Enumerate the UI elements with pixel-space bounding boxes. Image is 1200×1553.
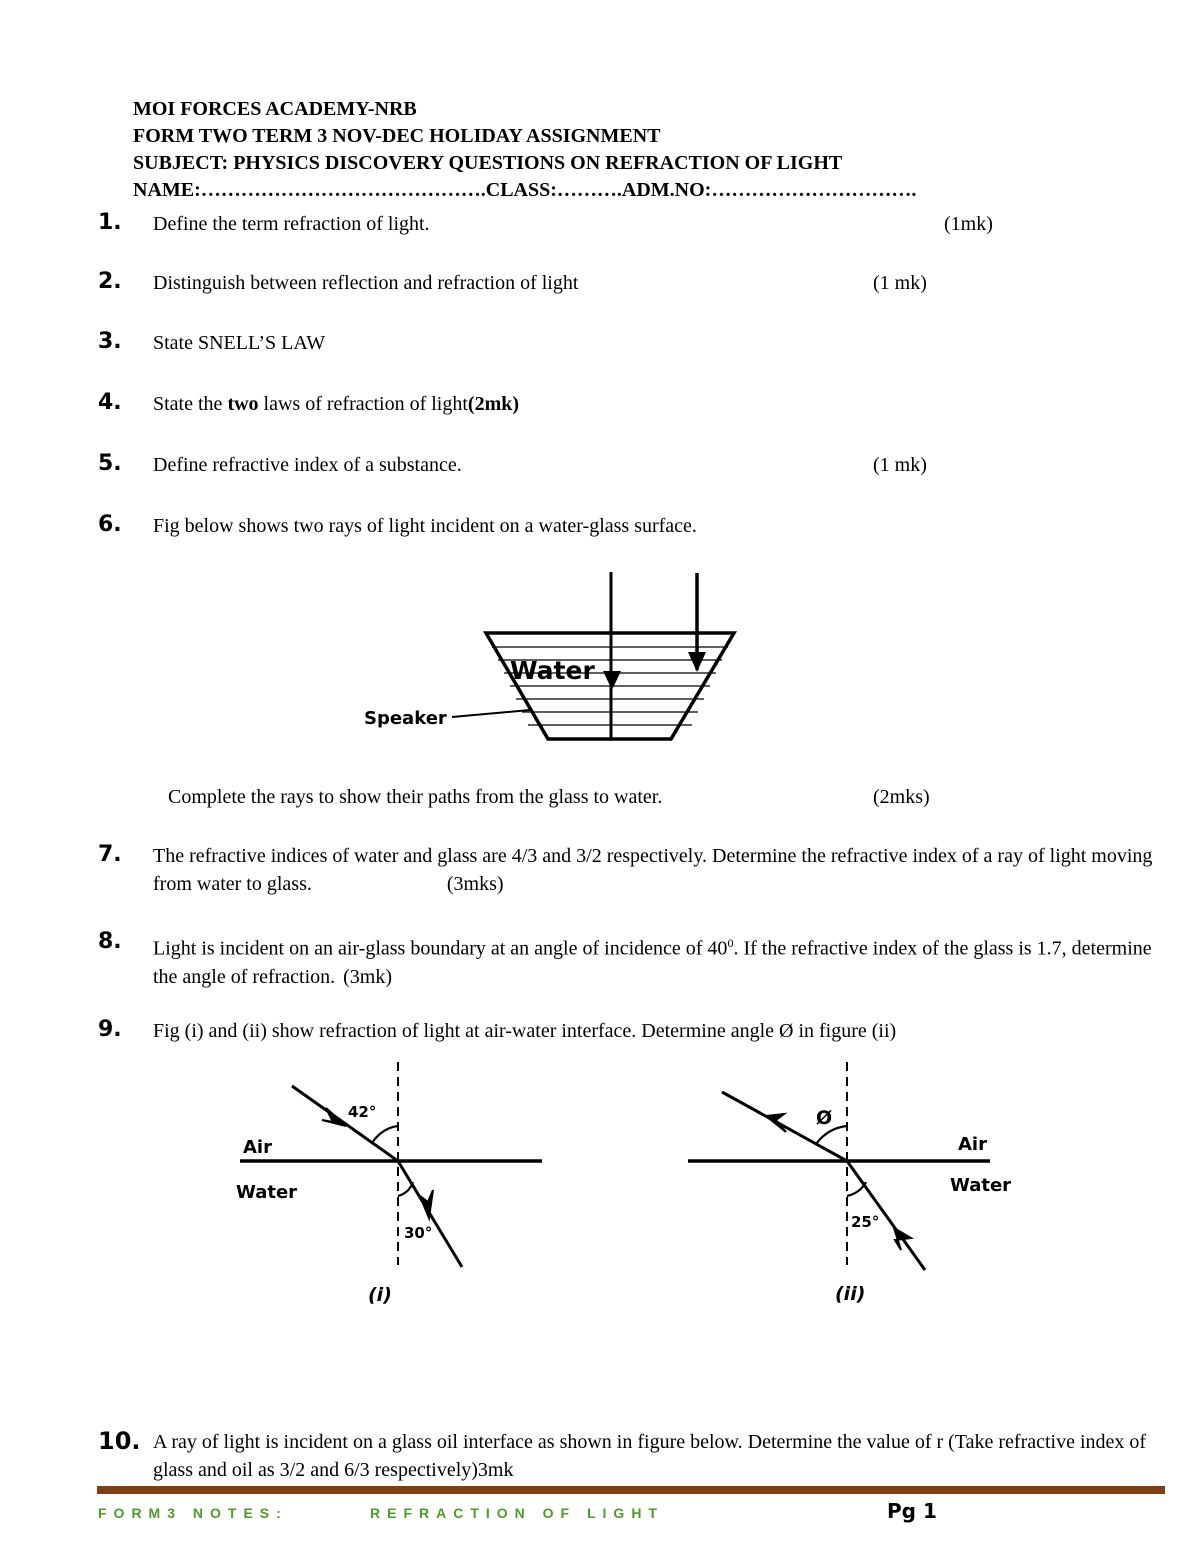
- question-text: Define refractive index of a substance.: [153, 454, 462, 476]
- question-number: 8.: [98, 929, 122, 954]
- question-number: 1.: [98, 210, 122, 235]
- question-number: 9.: [98, 1017, 122, 1042]
- question-number: 3.: [98, 329, 122, 354]
- question-number: 5.: [98, 451, 122, 476]
- water-label: Water: [510, 656, 595, 685]
- question-text-part: . If the refractive index of the glass is 1.7, determine the angle of refraction.: [153, 937, 1152, 988]
- question-text: Distinguish between reflection and refraction of light: [153, 272, 579, 294]
- speaker-label: Speaker: [364, 708, 447, 729]
- page-number: Pg 1: [887, 1499, 937, 1523]
- degree-superscript: 0: [727, 936, 734, 950]
- water-label: Water: [236, 1182, 298, 1203]
- air-label: Air: [958, 1134, 987, 1155]
- question-text: State SNELL’S LAW: [153, 332, 326, 354]
- student-fields: NAME:…………………………………….CLASS:……….ADM.NO:………………………….: [133, 179, 917, 201]
- air-label: Air: [243, 1137, 272, 1158]
- figure-i: [236, 1062, 542, 1306]
- question-text: A ray of light is incident on a glass oil interface as shown in figure below. Determine the value of r (Take refractive index of glass and oil as 3/2 and 6/3 respectively)3mk: [153, 1431, 1147, 1481]
- unknown-angle-label: Ø: [816, 1107, 833, 1129]
- footer-notes-label: FORM3 NOTES:: [98, 1505, 288, 1521]
- question-6-marks: (2mks): [873, 786, 930, 808]
- question-number: 2.: [98, 269, 122, 294]
- figure-caption: (ii): [835, 1283, 866, 1305]
- school-name: MOI FORCES ACADEMY-NRB: [133, 98, 417, 120]
- footer-topic: REFRACTION OF LIGHT: [370, 1505, 664, 1521]
- instruction-text: Complete the rays to show their paths from the glass to water.: [168, 786, 663, 808]
- question-marks: (2mk): [467, 393, 520, 415]
- subject-line: SUBJECT: PHYSICS DISCOVERY QUESTIONS ON REFRACTION OF LIGHT: [133, 152, 843, 174]
- emergent-arrowhead: [766, 1114, 786, 1132]
- question-marks: (1mk): [944, 213, 993, 235]
- question-text: Fig below shows two rays of light incident on a water-glass surface.: [153, 515, 697, 537]
- question-marks: (3mks): [446, 873, 504, 895]
- question-number: 4.: [98, 390, 122, 415]
- question-text-part: laws of refraction of light: [258, 393, 468, 415]
- question-marks: (1 mk): [873, 272, 927, 294]
- figure-ii: [688, 1062, 1011, 1305]
- refracted-angle-label: 30°: [404, 1224, 433, 1242]
- footer-rule: [97, 1486, 1165, 1494]
- figure-caption: (i): [368, 1284, 392, 1306]
- question-marks: (1 mk): [873, 454, 927, 476]
- question-number: 6.: [98, 512, 122, 537]
- question-number: 10.: [98, 1427, 141, 1455]
- question-text-part: Light is incident on an air-glass boundary at an angle of incidence of 40: [153, 937, 728, 960]
- question-marks: (3mk): [343, 965, 393, 988]
- question-text: Define the term refraction of light.: [153, 213, 430, 235]
- question-text-part: The refractive indices of water and glass are 4/3 and 3/2 respectively. Determine the refractive index of a ray of light moving from water to glass.: [153, 845, 1153, 895]
- water-angle-label: 25°: [851, 1213, 880, 1231]
- question-text: Fig (i) and (ii) show refraction of light at air-water interface. Determine angle Ø in figure (ii): [153, 1020, 897, 1042]
- question-number: 7.: [98, 842, 122, 867]
- question-text-emphasis: two: [227, 393, 259, 415]
- water-label: Water: [950, 1175, 1012, 1196]
- assignment-title: FORM TWO TERM 3 NOV-DEC HOLIDAY ASSIGNMENT: [133, 125, 661, 147]
- question-text-part: State the: [153, 393, 228, 415]
- incident-angle-label: 42°: [348, 1103, 377, 1121]
